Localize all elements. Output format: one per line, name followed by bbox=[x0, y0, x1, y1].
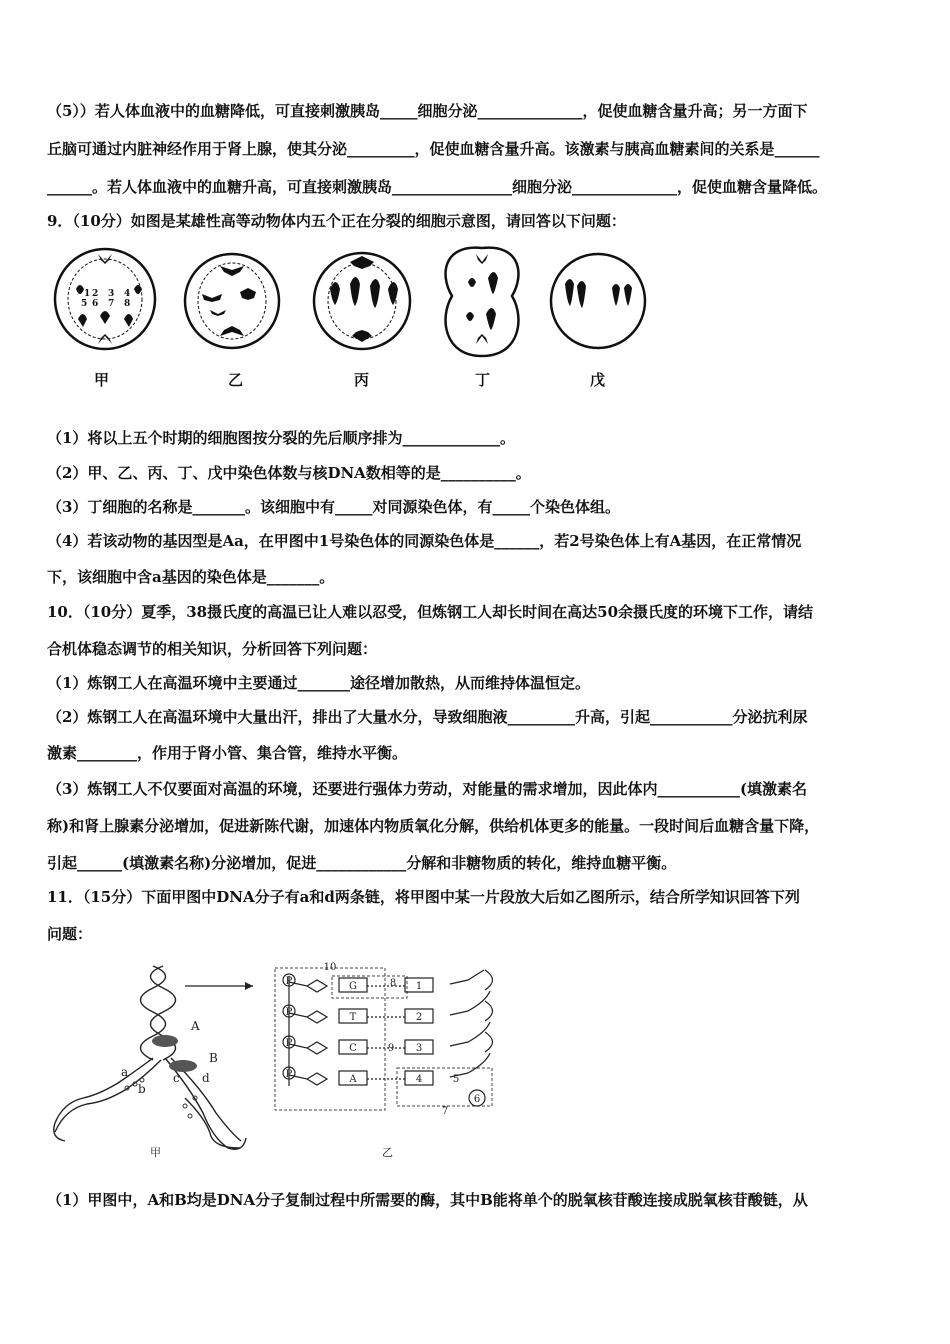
q8-part5-line1: （5））若人体血液中的血糖降低，可直接刺激胰岛_____细胞分泌______________，促使血糖含量升高；另一方面下 bbox=[47, 102, 808, 120]
q11-stem-line1: 11．（15分）下面甲图中DNA分子有a和d两条链，将甲图中某一片段放大后如乙图所示，结合所学知识回答下列 bbox=[47, 888, 800, 906]
q8-part5-line2: 丘脑可通过内脏神经作用于肾上腺，使其分泌_________，促使血糖含量升高。该激素与胰高血糖素间的关系是______ bbox=[47, 140, 820, 158]
structure-number: 10 bbox=[323, 962, 337, 973]
q10-part1: （1）炼钢工人在高温环境中主要通过_______途径增加散热，从而维持体温恒定。 bbox=[47, 674, 590, 692]
strand-label: d bbox=[202, 1071, 210, 1085]
q10-stem-line1: 10．（10分）夏季，38摄氏度的高温已让人难以忍受，但炼钢工人却长时间在高达50余摄氏度的环境下工作，请结 bbox=[47, 603, 814, 621]
cell-label-bing: 丙 bbox=[354, 371, 370, 389]
base-label: 2 bbox=[415, 1012, 423, 1023]
strand-label: c bbox=[173, 1071, 180, 1085]
base-label: T bbox=[349, 1012, 357, 1023]
strand-label: b bbox=[138, 1082, 146, 1096]
q10-stem-line2: 合机体稳态调节的相关知识，分析回答下列问题： bbox=[47, 640, 378, 658]
phosphate-label: P bbox=[285, 1038, 293, 1049]
chromosome-number: 2 bbox=[92, 289, 99, 299]
chromosome-numbers bbox=[81, 289, 130, 309]
q9-part4-line1: （4）若该动物的基因型是Aa，在甲图中1号染色体的同源染色体是______，若2号染色体上有A基因，在正常情况 bbox=[47, 532, 802, 550]
cell-wu bbox=[551, 254, 645, 348]
cell-label-yi: 乙 bbox=[228, 371, 244, 389]
phosphate-label: P bbox=[285, 976, 293, 987]
chromosome-number: 1 bbox=[84, 289, 91, 299]
structure-number: 9 bbox=[387, 1043, 395, 1054]
dna-letter-labels bbox=[121, 1019, 218, 1096]
cell-label-jia: 甲 bbox=[94, 371, 110, 389]
q8-part5-line3: ______。若人体血液中的血糖升高，可直接刺激胰岛________________细胞分泌______________，促使血糖含量降低。 bbox=[47, 178, 828, 196]
chromosome-number: 5 bbox=[81, 299, 88, 309]
structure-number: 7 bbox=[441, 1106, 449, 1117]
caption-yi: 乙 bbox=[382, 1146, 393, 1159]
structure-number: 5 bbox=[452, 1074, 460, 1085]
q10-part3-line2: 称)和肾上腺素分泌增加，促进新陈代谢，加速体内物质氧化分解，供给机体更多的能量。一段时间后血糖含量下降， bbox=[47, 817, 820, 835]
dna-segment-yi bbox=[275, 962, 493, 1117]
base-label: G bbox=[349, 981, 357, 992]
strand-label: a bbox=[121, 1065, 129, 1079]
cell-label-ding: 丁 bbox=[475, 371, 491, 389]
chromosome-number: 6 bbox=[92, 299, 99, 309]
chromosome-number: 4 bbox=[124, 289, 131, 299]
dna-figure bbox=[45, 958, 525, 1163]
enzyme-a bbox=[152, 1035, 178, 1047]
q9-part4-line2: 下，该细胞中含a基因的染色体是_______。 bbox=[47, 568, 335, 586]
phosphate-label: P bbox=[285, 1007, 293, 1018]
nucleotides bbox=[125, 1078, 197, 1118]
chromosome-number: 8 bbox=[124, 299, 131, 309]
q10-part3-line3: 引起______(填激素名称)分泌增加，促进____________分解和非糖物质的转化，维持血糖平衡。 bbox=[47, 854, 677, 872]
q10-part3-line1: （3）炼钢工人不仅要面对高温的环境，还要进行强体力劳动，对能量的需求增加，因此体内___________(填激素名 bbox=[47, 780, 808, 798]
base-label: 1 bbox=[415, 981, 423, 992]
q9-part2: （2）甲、乙、丙、丁、戊中染色体数与核DNA数相等的是__________。 bbox=[47, 464, 531, 482]
structure-number: 6 bbox=[473, 1094, 481, 1105]
cell-yi bbox=[185, 254, 279, 348]
phosphate-label: P bbox=[285, 1069, 293, 1080]
base-label: A bbox=[349, 1074, 357, 1085]
caption-jia: 甲 bbox=[150, 1146, 161, 1159]
q9-part1: （1）将以上五个时期的细胞图按分裂的先后顺序排为_____________。 bbox=[47, 429, 515, 447]
enzyme-label: A bbox=[191, 1019, 200, 1033]
chromosome-number: 7 bbox=[108, 299, 115, 309]
base-label: 3 bbox=[415, 1043, 423, 1054]
q9-part3: （3）丁细胞的名称是_______。该细胞中有_____对同源染色体，有_____个染色体组。 bbox=[47, 498, 620, 516]
structure-number: 8 bbox=[389, 978, 397, 989]
chromosome-number: 3 bbox=[108, 289, 115, 299]
enzyme-label: B bbox=[209, 1051, 218, 1065]
cell-label-wu: 戊 bbox=[590, 371, 606, 389]
base-label: 4 bbox=[415, 1074, 423, 1085]
q9-stem: 9．（10分）如图是某雄性高等动物体内五个正在分裂的细胞示意图，请回答以下问题： bbox=[47, 212, 626, 230]
q10-part2-line1: （2）炼钢工人在高温环境中大量出汗，排出了大量水分，导致细胞液_________升高，引起___________分泌抗利尿 bbox=[47, 708, 808, 726]
q11-stem-line2: 问题： bbox=[47, 925, 93, 943]
q11-part1: （1）甲图中，A和B均是DNA分子复制过程中所需要的酶，其中B能将单个的脱氧核苷酸连接成脱氧核苷酸链，从 bbox=[47, 1191, 808, 1209]
base-label: C bbox=[349, 1043, 357, 1054]
q10-part2-line2: 激素________，作用于肾小管、集合管，维持水平衡。 bbox=[47, 744, 408, 762]
